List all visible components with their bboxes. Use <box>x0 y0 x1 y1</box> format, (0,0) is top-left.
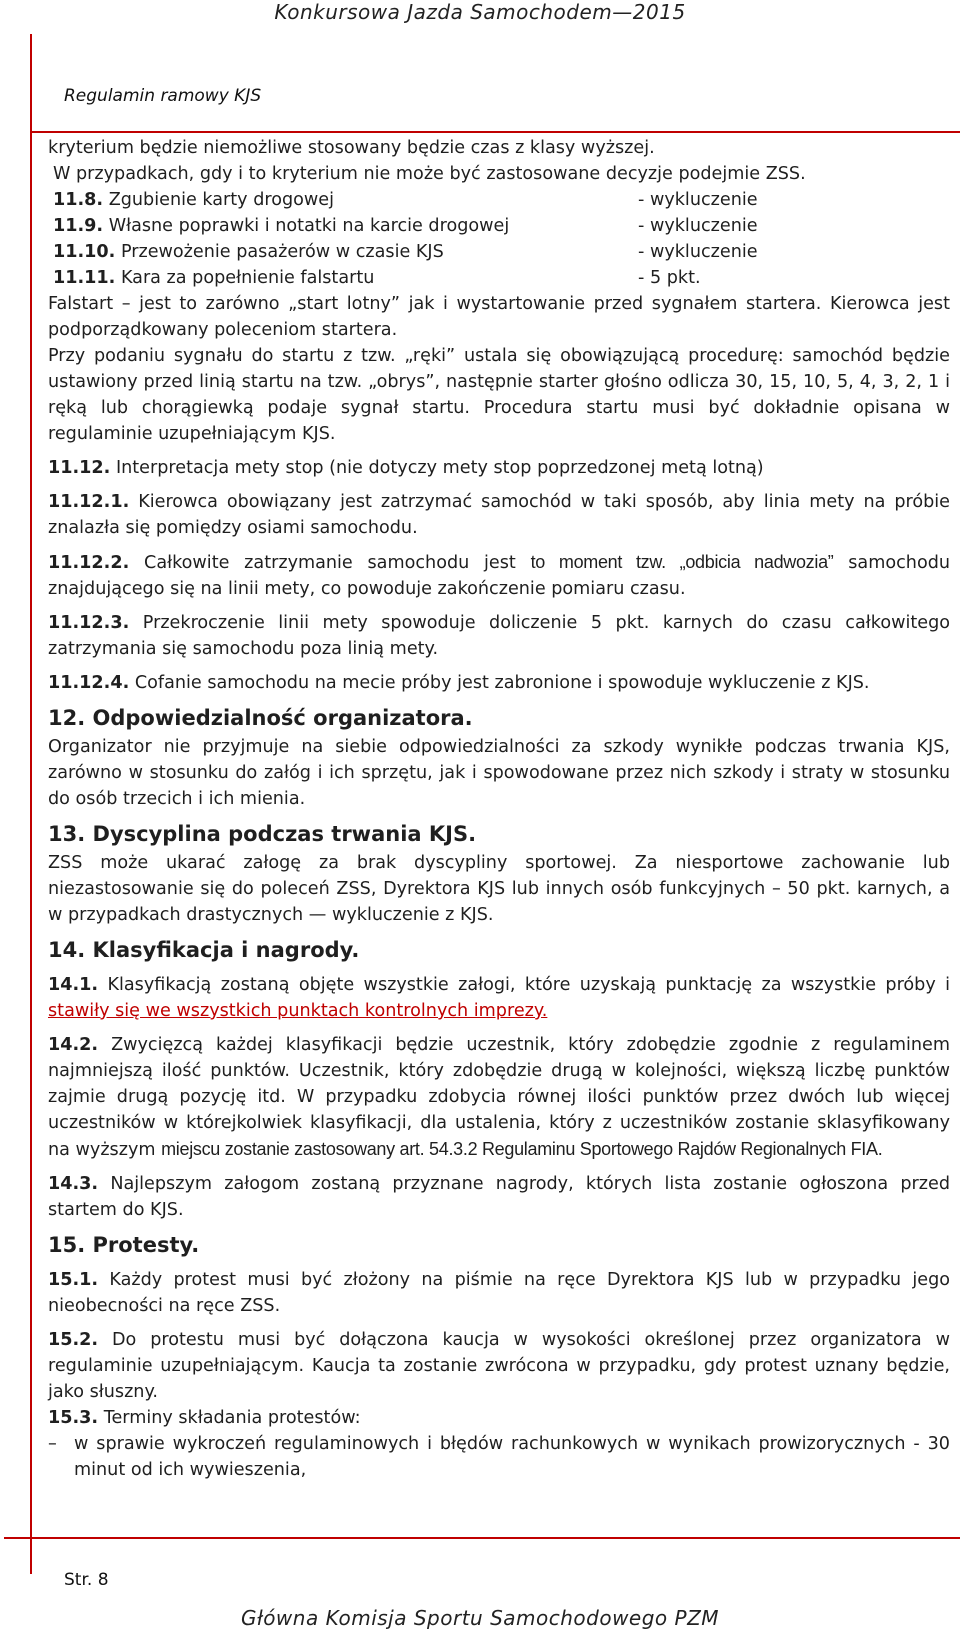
rule-penalty: - wykluczenie <box>638 190 758 210</box>
document-body <box>48 135 950 1483</box>
rule-number: 11.10. <box>53 242 116 262</box>
section-heading-15: 15. Protesty. <box>48 1233 200 1257</box>
section-number: 15.2. <box>48 1330 99 1350</box>
list-item <box>48 1431 950 1483</box>
highlighted-text: stawiły się we wszystkich punktach kontrolnych imprezy. <box>48 1001 548 1021</box>
paragraph: kryterium będzie niemożliwe stosowany będzie czas z klasy wyższej. <box>48 138 655 158</box>
rule-number: 11.9. <box>53 216 104 236</box>
section-text: Interpretacja mety stop (nie dotyczy mety stop poprzedzonej metą lotną) <box>115 458 764 478</box>
section-text: Każdy protest musi być złożony na piśmie na ręce Dyrektora KJS lub w przypadku jego nieobecności na ręce ZSS. <box>48 1270 951 1316</box>
section-text: Przekroczenie linii mety spowoduje doliczenie 5 pkt. karnych do czasu całkowitego zatrzymania się samochodu poza linią mety. <box>48 613 951 659</box>
section-text: Zwycięzcą każdej klasyfikacji będzie uczestnik, który zdobędzie zgodnie z regulaminem najmniejszą ilość punktów. Uczestnik, który zdobędzie drugą w kolejności, większą liczbę punktów zajmie drugą pozycję itd. W przypadku zdobycia równej ilości punktów przez dwóch lub więcej uczestników w którejkolwiek klasyfikacji, dla ustalenia, który z uczestników zostanie sklasyfikowany na wyższym <box>48 1035 951 1160</box>
section-text: Terminy składania protestów: <box>103 1408 361 1428</box>
section-heading-13: 13. Dyscyplina podczas trwania KJS. <box>48 822 477 846</box>
paragraph: W przypadkach, gdy i to kryterium nie może być zastosowane decyzje podejmie ZSS. <box>53 164 806 184</box>
section-number: 15.3. <box>48 1408 99 1428</box>
rule-row <box>48 187 950 213</box>
section-14-2 <box>48 1032 950 1163</box>
section-text: Klasyfikacją zostaną objęte wszystkie załogi, które uzyskają punktację za wszystkie próby i <box>107 975 951 995</box>
section-number: 14.1. <box>48 975 99 995</box>
document-subtitle: Regulamin ramowy KJS <box>64 86 262 106</box>
section-number: 11.12. <box>48 458 111 478</box>
section-text: miejscu zostanie zastosowany art. 54.3.2 Regulaminu Sportowego Rajdów Regionalnych FIA. <box>161 1139 883 1159</box>
rule-penalty: - wykluczenie <box>638 242 758 262</box>
section-text: Najlepszym załogom zostaną przyznane nagrody, których lista zostanie ogłoszona przed startem do KJS. <box>48 1174 950 1220</box>
section-text: Całkowite zatrzymanie samochodu jest <box>144 553 516 573</box>
section-number: 11.12.1. <box>48 492 130 512</box>
section-14-3 <box>48 1171 950 1223</box>
section-15-1 <box>48 1267 950 1319</box>
footer-rule <box>4 1537 960 1539</box>
section-number: 14.3. <box>48 1174 99 1194</box>
paragraph: Organizator nie przyjmuje na siebie odpowiedzialności za szkody wynikłe podczas trwania KJS, zarówno w stosunku do załóg i ich sprzętu, jak i spowodowane przez nich szkody i straty w stosunku do osób trzecich i ich mienia. <box>48 737 950 809</box>
section-text: Do protestu musi być dołączona kaucja w wysokości określonej przez organizatora w regulaminie uzupełniającym. Kaucja ta zostanie zwrócona w przypadku, gdy protest uznany będzie, jako słuszny. <box>48 1330 950 1402</box>
header-rule <box>30 131 960 133</box>
section-text: to moment tzw. „odbicia nadwozia” <box>530 552 834 572</box>
section-14-1 <box>48 972 950 1024</box>
rule-row <box>48 213 950 239</box>
section-number: 11.12.3. <box>48 613 130 633</box>
section-number: 11.12.4. <box>48 673 130 693</box>
left-margin-rule <box>30 34 32 1574</box>
rule-number: 11.8. <box>53 190 104 210</box>
paragraph-start-procedure: Przy podaniu sygnału do startu z tzw. „ręki” ustala się obowiązującą procedurę: samochód będzie ustawiony przed linią startu na tzw. „obrys”, następnie starter głośno odlicza 30, 15, 10, 5, 4, 3, 2, 1 i ręką lub chorągiewką podaje sygnał startu. Procedura startu musi być dokładnie opisana w regulaminie uzupełniającym KJS. <box>48 346 950 444</box>
list-item-text: w sprawie wykroczeń regulaminowych i błędów rachunkowych w wynikach prowizorycznych - 30 minut od ich wywieszenia, <box>74 1434 950 1480</box>
rule-number: 11.11. <box>53 268 116 288</box>
section-11-12-4 <box>48 670 950 696</box>
section-11-12-1 <box>48 489 950 541</box>
section-text: samochodu znajdującego się na linii mety, co powoduje zakończenie pomiaru czasu. <box>48 553 951 599</box>
section-11-12-2 <box>48 549 950 602</box>
document-footer-org: Główna Komisja Sportu Samochodowego PZM <box>240 1606 720 1630</box>
rule-row <box>48 265 950 291</box>
rule-penalty: - 5 pkt. <box>638 268 701 288</box>
section-15-3 <box>48 1405 950 1431</box>
rule-row <box>48 239 950 265</box>
paragraph: ZSS może ukarać załogę za brak dyscypliny sportowej. Za niesportowe zachowanie lub niezastosowanie się do poleceń ZSS, Dyrektora KJS lub innych osób funkcyjnych – 50 pkt. karnych, a w przypadkach drastycznych — wykluczenie z KJS. <box>48 853 950 925</box>
section-heading-12: 12. Odpowiedzialność organizatora. <box>48 706 473 730</box>
section-heading-14: 14. Klasyfikacja i nagrody. <box>48 938 360 962</box>
rule-text: Kara za popełnienie falstartu <box>120 268 375 288</box>
section-number: 15.1. <box>48 1270 99 1290</box>
rule-penalty: - wykluczenie <box>638 216 758 236</box>
section-15-2 <box>48 1327 950 1405</box>
section-11-12-3 <box>48 610 950 662</box>
dash-bullet: – <box>48 1434 57 1454</box>
section-number: 14.2. <box>48 1035 99 1055</box>
page-number: Str. 8 <box>64 1570 109 1590</box>
section-number: 11.12.2. <box>48 553 130 573</box>
section-text: Kierowca obowiązany jest zatrzymać samochód w taki sposób, aby linia mety na próbie znalazła się pomiędzy osiami samochodu. <box>48 492 950 538</box>
paragraph-falstart: Falstart – jest to zarówno „start lotny” jak i wystartowanie przed sygnałem startera. Kierowca jest podporządkowany poleceniom startera. <box>48 294 950 340</box>
document-header-title: Konkursowa Jazda Samochodem—2015 <box>274 0 686 24</box>
rule-text: Przewożenie pasażerów w czasie KJS <box>120 242 444 262</box>
rule-text: Zgubienie karty drogowej <box>108 190 335 210</box>
section-11-12 <box>48 455 950 481</box>
section-text: Cofanie samochodu na mecie próby jest zabronione i spowoduje wykluczenie z KJS. <box>134 673 870 693</box>
rule-text: Własne poprawki i notatki na karcie drogowej <box>108 216 510 236</box>
